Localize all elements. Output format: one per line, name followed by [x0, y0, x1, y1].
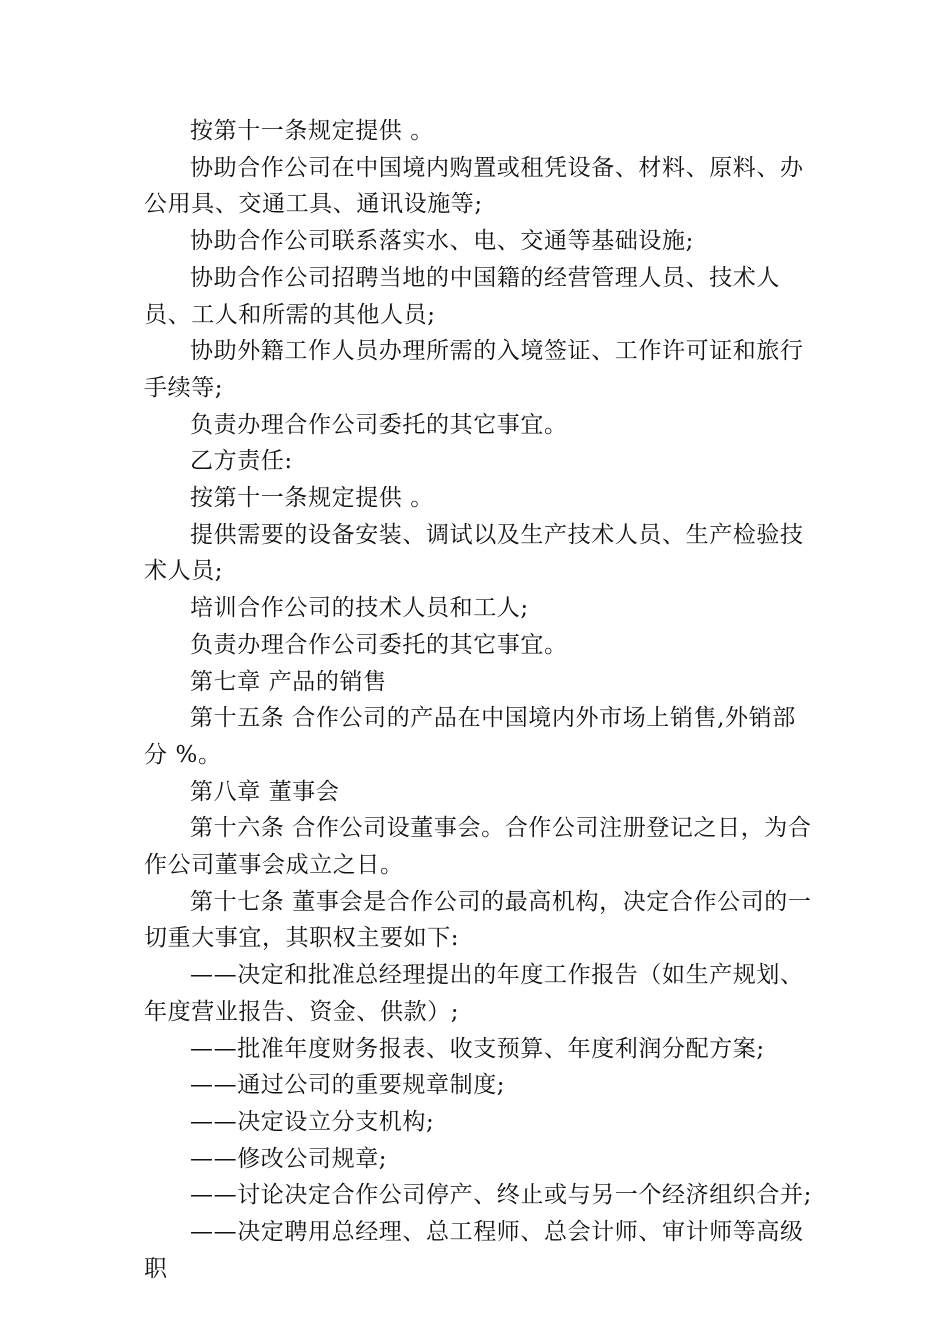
paragraph-party-b-heading: 乙方责任: [190, 448, 293, 475]
board-power-financial-statements: ——批准年度财务报表、收支预算、年度利润分配方案; [190, 1035, 765, 1062]
board-power-annual-report: ——决定和批准总经理提出的年度工作报告（如生产规划、年度营业报告、资金、供款）; [144, 962, 804, 1025]
paragraph-assist-infrastructure: 协助合作公司联系落实水、电、交通等基础设施; [190, 228, 694, 255]
document-body [144, 113, 814, 1288]
paragraph-assist-purchase-equipment: 协助合作公司在中国境内购置或租凭设备、材料、原料、办公用具、交通工具、通讯设施等; [144, 154, 804, 218]
paragraph-assist-visa: 协助外籍工作人员办理所需的入境签证、工作许可证和旅行手续等; [144, 338, 804, 401]
paragraph-provide-per-article-11-b: 按第十一条规定提供 。 [190, 485, 434, 512]
board-power-appoint-executives: ——决定聘用总经理、总工程师、总会计师、审计师等高级职 [144, 1219, 804, 1282]
chapter-7-heading: 第七章 产品的销售 [190, 668, 387, 695]
paragraph-provide-per-article-11: 按第十一条规定提供 。 [190, 118, 434, 144]
paragraph-provide-technicians: 提供需要的设备安装、调试以及生产技术人员、生产检验技术人员; [144, 521, 804, 585]
chapter-8-heading: 第八章 董事会 [190, 778, 340, 805]
board-power-branches: ——决定设立分支机构; [190, 1108, 435, 1135]
board-power-termination: ——讨论决定合作公司停产、终止或与另一个经济组织合并; [190, 1182, 812, 1209]
article-17: 第十七条 董事会是合作公司的最高机构，决定合作公司的一切重大事宜，其职权主要如下: [144, 888, 812, 952]
paragraph-assist-recruitment: 协助合作公司招聘当地的中国籍的经营管理人员、技术人员、工人和所需的其他人员; [144, 264, 780, 328]
board-power-regulations: ——通过公司的重要规章制度; [190, 1072, 506, 1099]
paragraph-other-matters-a: 负责办理合作公司委托的其它事宜。 [190, 411, 568, 438]
board-power-amend-rules: ——修改公司规章; [190, 1145, 388, 1172]
paragraph-training: 培训合作公司的技术人员和工人; [190, 595, 529, 622]
paragraph-other-matters-b: 负责办理合作公司委托的其它事宜。 [190, 631, 568, 658]
article-15: 第十五条 合作公司的产品在中国境内外市场上销售,外销部分 %。 [144, 705, 796, 768]
article-16: 第十六条 合作公司设董事会。合作公司注册登记之日，为合作公司董事会成立之日。 [144, 815, 812, 879]
